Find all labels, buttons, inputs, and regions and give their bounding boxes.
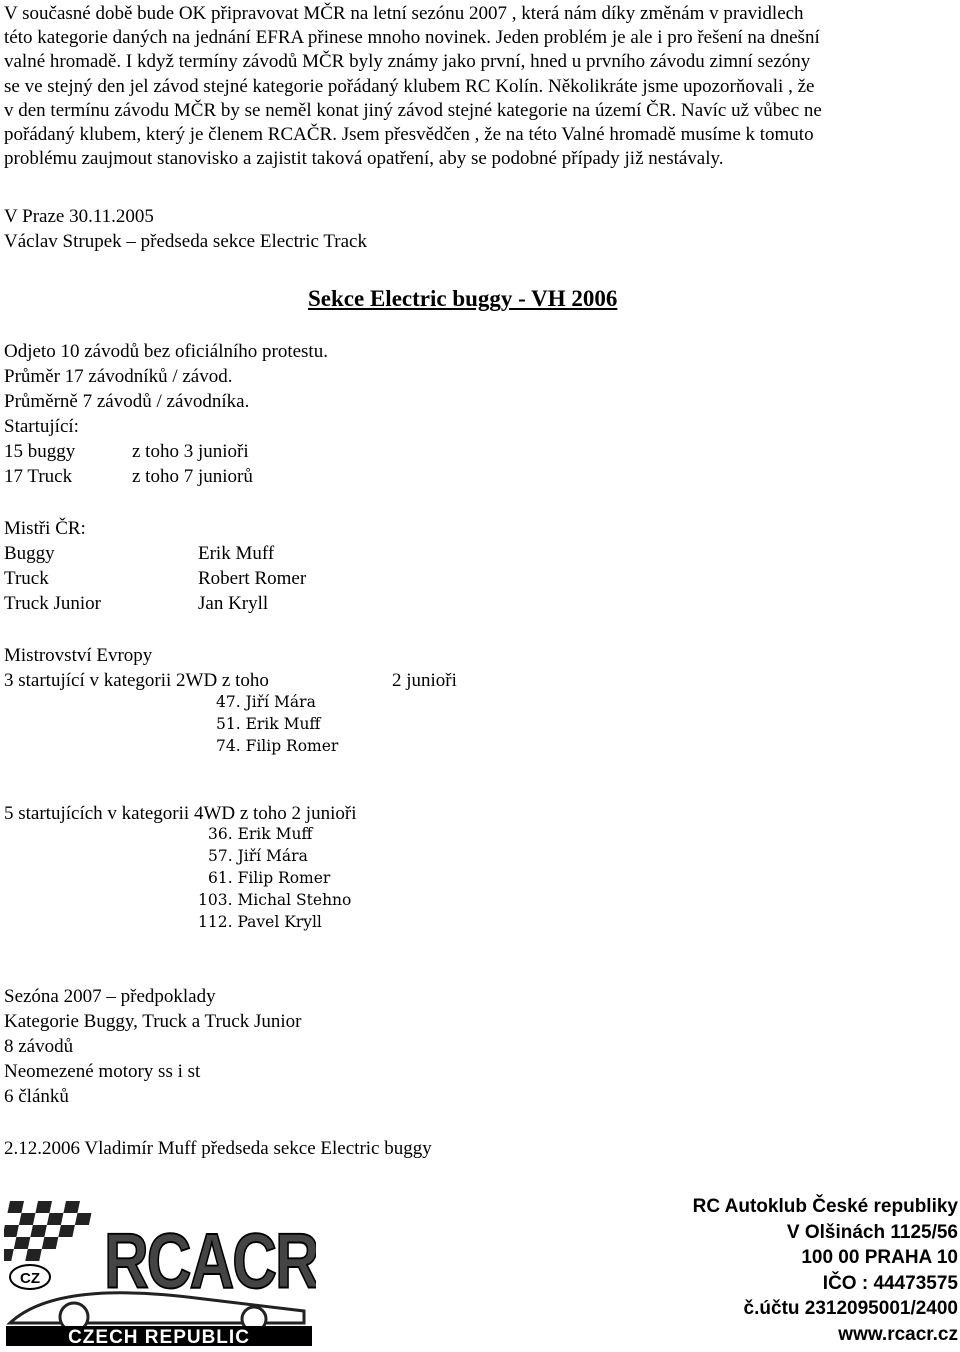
euro-4wd-result: 36. Erik Muff [208, 825, 313, 843]
logo-text: RCACR [104, 1216, 316, 1305]
logo-banner-text: CZECH REPUBLIC [68, 1327, 250, 1347]
euro-4wd-result: 61. Filip Romer [208, 869, 331, 887]
champion-name-truck-junior: Jan Kryll [198, 593, 269, 614]
champion-category-buggy: Buggy [4, 543, 55, 564]
intro-line-5: v den termínu závodu MČR by se neměl konat jiný závod stejné kategorie na území ČR. Navíc už vůbec ne [4, 99, 822, 121]
org-name: RC Autoklub České republiky [692, 1196, 958, 1217]
bank-account: č.účtu 2312095001/2400 [743, 1298, 958, 1319]
champion-category-truck-junior: Truck Junior [4, 593, 101, 614]
season-line: 6 článků [4, 1086, 69, 1107]
stat-races: Odjeto 10 závodů bez oficiálního protestu. [4, 341, 328, 362]
svg-text:CZ: CZ [20, 1270, 40, 1287]
euro-2wd-result: 74. Filip Romer [216, 737, 339, 755]
stat-avg-races: Průměrně 7 závodů / závodníka. [4, 391, 250, 412]
intro-line-6: pořádaný klubem, který je členem RCAČR. Jsem přesvědčen , že na této Valné hromadě musíme k tomuto [4, 124, 814, 146]
euro-2wd-result: 47. Jiří Mára [216, 693, 316, 711]
starters-truck-juniors: z toho 7 juniorů [132, 466, 253, 487]
intro-line-7: problému zaujmout stanovisko a zajistit taková opatření, aby se podobné případy již nestávaly. [4, 148, 724, 170]
euro-4wd-result: 103. Michal Stehno [198, 891, 352, 909]
rcacr-logo-graphic [4, 1195, 316, 1347]
euro-2wd-juniors: 2 junioři [392, 670, 457, 691]
website-link[interactable]: www.rcacr.cz [838, 1323, 958, 1345]
euro-4wd-result: 57. Jiří Mára [208, 847, 308, 865]
signature-buggy: 2.12.2006 Vladimír Muff předseda sekce Electric buggy [4, 1138, 432, 1159]
stat-avg-racers: Průměr 17 závodníků / závod. [4, 366, 233, 387]
intro-line-4: se ve stejný den jel závod stejné kategorie pořádaný klubem RC Kolín. Několikráte jsme upozorňovali , že [4, 75, 815, 97]
signature-track: Václav Strupek – předseda sekce Electric Track [4, 231, 367, 252]
ico-number: IČO : 44473575 [822, 1272, 958, 1294]
section-title: Sekce Electric buggy - VH 2006 [308, 286, 618, 311]
intro-paragraph [4, 2, 958, 171]
season-line: 8 závodů [4, 1036, 74, 1057]
euro-4wd-line: 5 startujících v kategorii 4WD z toho 2 junioři [4, 803, 357, 824]
season-line: Sezóna 2007 – předpoklady [4, 986, 216, 1007]
intro-line-3: valné hromadě. I když termíny závodů MČR byly známy jako první, hned u prvního závodu zimní sezóny [4, 51, 811, 73]
champions-title: Mistři ČR: [4, 518, 86, 539]
champion-name-truck: Robert Romer [198, 568, 307, 589]
cz-badge [10, 1265, 50, 1289]
checkered-flag-icon [4, 1201, 94, 1261]
intro-line-1: V současné době bude OK připravovat MČR na letní sezónu 2007 , která nám díky změnám v pravidlech [4, 3, 804, 24]
intro-line-2: této kategorie daných na jednání EFRA přinese mnoho novinek. Jeden problém je ale i pro řešení na dnešní [4, 27, 820, 49]
champion-category-truck: Truck [4, 568, 49, 589]
starters-label: Startující: [4, 416, 79, 437]
season-line: Kategorie Buggy, Truck a Truck Junior [4, 1011, 302, 1032]
address-block [693, 1194, 958, 1347]
euro-2wd-line: 3 startující v kategorii 2WD z toho [4, 670, 269, 691]
champion-name-buggy: Erik Muff [198, 543, 275, 564]
euro-title: Mistrovství Evropy [4, 645, 153, 666]
street-address: V Olšinách 1125/56 [786, 1221, 958, 1243]
season-line: Neomezené motory ss i st [4, 1061, 201, 1082]
starters-buggy-juniors: z toho 3 junioři [132, 441, 249, 462]
starters-truck-count: 17 Truck [4, 466, 73, 487]
euro-2wd-result: 51. Erik Muff [216, 715, 321, 733]
starters-buggy-count: 15 buggy [4, 441, 76, 462]
euro-4wd-result: 112. Pavel Kryll [198, 913, 322, 931]
place-date: V Praze 30.11.2005 [4, 206, 154, 227]
rcacr-logo [4, 1195, 316, 1347]
postal-city: 100 00 PRAHA 10 [801, 1247, 958, 1268]
